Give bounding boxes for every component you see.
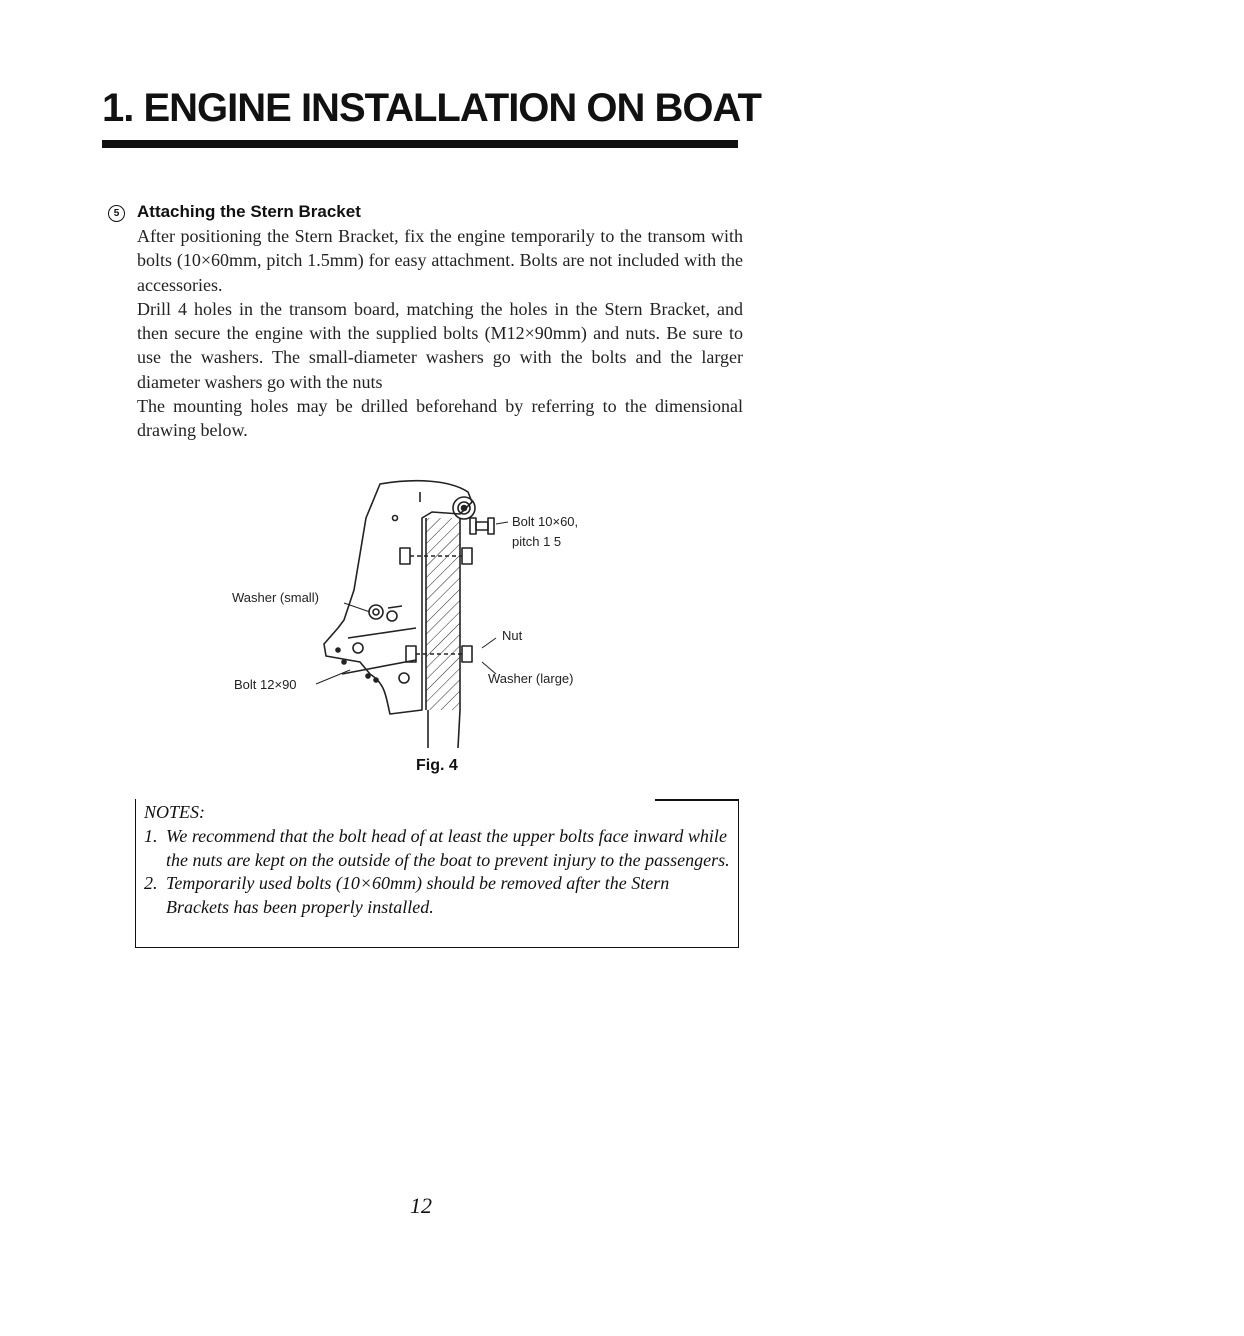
label-nut: Nut (502, 628, 523, 643)
section-number: 5 (108, 205, 125, 222)
stern-bracket-figure (220, 478, 620, 758)
heading-rule (102, 140, 738, 148)
note-number: 2. (144, 873, 158, 893)
note-text: We recommend that the bolt head of at least the upper bolts face inward while the nuts are kept on the outside of the boat to prevent injury to the passengers. (166, 826, 730, 870)
notes-list (144, 825, 734, 919)
list-item (144, 825, 734, 872)
note-number: 1. (144, 826, 158, 846)
label-washer-small: Washer (small) (232, 590, 319, 605)
label-bolt-10x60: Bolt 10×60, (512, 514, 579, 529)
notes-title: NOTES: (144, 802, 206, 822)
label-pitch: pitch 1 5 (512, 534, 562, 549)
section-body (137, 224, 743, 443)
section-title: Attaching the Stern Bracket (137, 202, 361, 221)
list-item (144, 872, 734, 919)
notes-box (135, 799, 739, 948)
label-bolt-12x90: Bolt 12×90 (234, 677, 297, 692)
paragraph-2: Drill 4 holes in the transom board, matching the holes in the Stern Bracket, and then secure the engine with the supplied bolts (M12×90mm) and nuts. Be sure to use the washers. The small-diameter washers go with the bolts and the larger diameter washers go with the nuts (137, 298, 743, 392)
paragraph-1: After positioning the Stern Bracket, fix the engine temporarily to the transom with bolts (10×60mm, pitch 1.5mm) for easy attachment. Bolts are not included with the accessories. (137, 226, 743, 295)
paragraph-3: The mounting holes may be drilled beforehand by referring to the dimensional drawing below. (137, 396, 743, 441)
figure-caption: Fig. 4 (416, 757, 458, 774)
label-washer-large: Washer (large) (488, 671, 574, 686)
section-heading (108, 202, 361, 222)
note-text: Temporarily used bolts (10×60mm) should be removed after the Stern Brackets has been properly installed. (166, 873, 670, 917)
page-number: 12 (410, 1193, 432, 1218)
page-heading: 1. ENGINE INSTALLATION ON BOAT (102, 86, 761, 130)
